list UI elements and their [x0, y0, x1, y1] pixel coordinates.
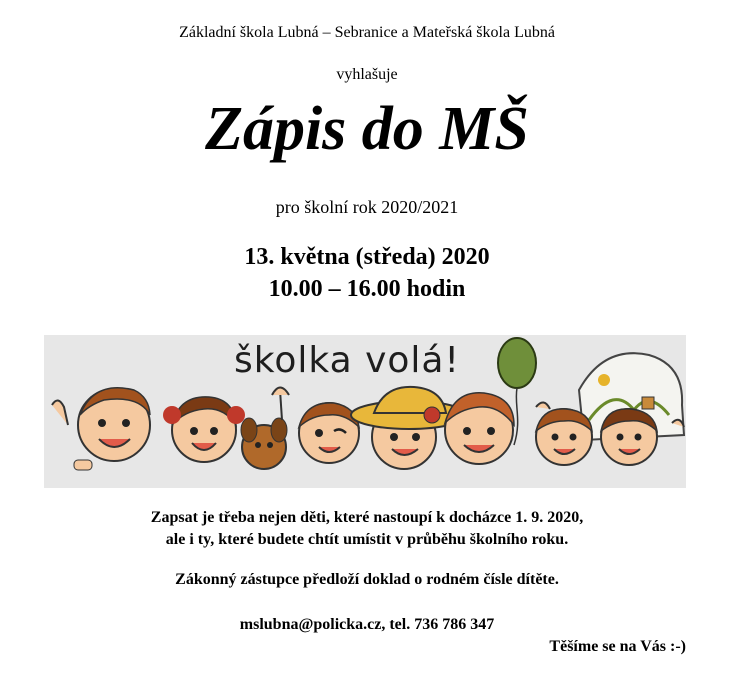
page-title: Zápis do MŠ [205, 95, 529, 163]
info-line-3: Zákonný zástupce předloží doklad o rodném čísle dítěte. [175, 571, 559, 588]
contact-info: mslubna@policka.cz, tel. 736 786 347 [239, 616, 495, 633]
child-face-1 [52, 388, 150, 470]
school-year: pro školní rok 2020/2021 [275, 197, 459, 217]
info-line-1: Zapsat je třeba nejen děti, které nastoupí k docházce 1. 9. 2020, [150, 509, 584, 526]
children-illustration [44, 335, 686, 488]
school-name: Základní škola Lubná – Sebranice a Mateřská škola Lubná [179, 24, 555, 41]
child-face-3 [299, 403, 359, 463]
enrollment-date: 13. května (středa) 2020 [244, 244, 490, 270]
enrollment-time: 10.00 – 16.00 hodin [268, 276, 466, 302]
banner-text: školka volá! [234, 340, 460, 381]
child-face-5 [445, 393, 514, 464]
dog-toy [241, 388, 289, 470]
kindergarten-banner [44, 335, 686, 488]
announces-text: vyhlašuje [336, 66, 398, 83]
info-line-2: ale i ty, které budete chtít umístit v průběhu školního roku. [165, 531, 569, 548]
child-face-2 [163, 397, 245, 462]
greeting-text: Těšíme se na Vás :-) [549, 638, 686, 655]
